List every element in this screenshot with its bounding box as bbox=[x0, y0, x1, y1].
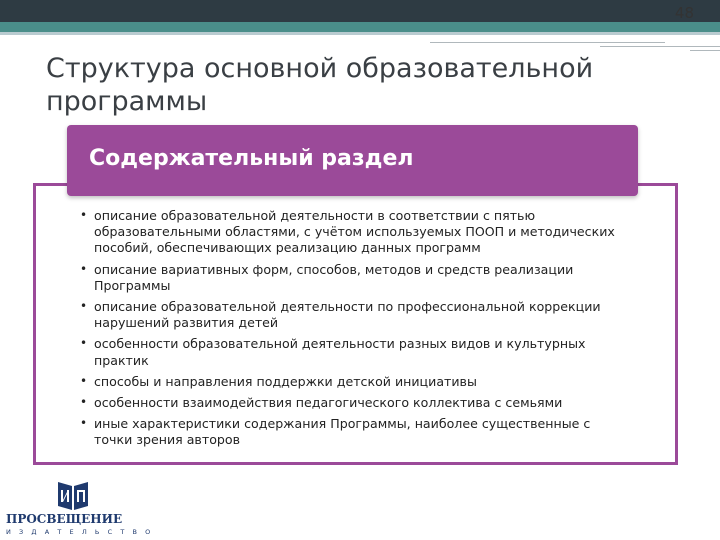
book-monogram-icon bbox=[6, 480, 141, 512]
list-item bbox=[80, 416, 625, 448]
publisher-logo bbox=[6, 480, 159, 536]
list-item-text: описание образовательной деятельности по профессиональной коррекции нарушений развития детей bbox=[94, 299, 601, 331]
slide-title: Структура основной образовательной программы bbox=[46, 53, 594, 117]
list-item-text: описание вариативных форм, способов, методов и средств реализации Программы bbox=[94, 261, 574, 293]
list-item bbox=[80, 262, 625, 294]
bullet-icon: • bbox=[80, 373, 88, 388]
decorative-line bbox=[600, 46, 720, 47]
section-header bbox=[67, 125, 638, 196]
logo-subtitle: ИЗДАТЕЛЬСТВО bbox=[6, 528, 159, 536]
top-bar-stripe bbox=[0, 32, 720, 35]
list-item-text: особенности взаимодействия педагогического коллектива с семьями bbox=[94, 395, 563, 411]
top-bar-accent bbox=[0, 22, 720, 32]
bullet-list bbox=[80, 208, 625, 449]
bullet-icon: • bbox=[80, 336, 88, 351]
page-number: 48 bbox=[674, 4, 694, 22]
list-item-text: описание образовательной деятельности в соответствии с пятью образовательными областями, с учётом используемых ПООП и методических пособий, обеспечивающих реализацию данных программ bbox=[94, 208, 615, 256]
list-item-text: способы и направления поддержки детской инициативы bbox=[94, 373, 477, 389]
section-header-label: Содержательный раздел bbox=[89, 146, 414, 171]
bullet-icon: • bbox=[80, 395, 88, 410]
bullet-icon: • bbox=[80, 261, 88, 276]
list-item bbox=[80, 374, 625, 390]
list-item-text: особенности образовательной деятельности разных видов и культурных практик bbox=[94, 336, 586, 368]
decorative-line bbox=[430, 42, 665, 43]
list-item bbox=[80, 395, 625, 411]
list-item bbox=[80, 208, 625, 257]
top-bar bbox=[0, 0, 720, 22]
logo-name: ПРОСВЕЩЕНИЕ bbox=[6, 512, 123, 526]
list-item bbox=[80, 336, 625, 368]
bullet-icon: • bbox=[80, 208, 88, 222]
bullet-icon: • bbox=[80, 299, 88, 314]
decorative-line bbox=[690, 50, 720, 51]
bullet-icon: • bbox=[80, 416, 88, 431]
list-item-text: иные характеристики содержания Программы, наиболее существенные с точки зрения авторов bbox=[94, 416, 591, 448]
list-item bbox=[80, 299, 625, 331]
